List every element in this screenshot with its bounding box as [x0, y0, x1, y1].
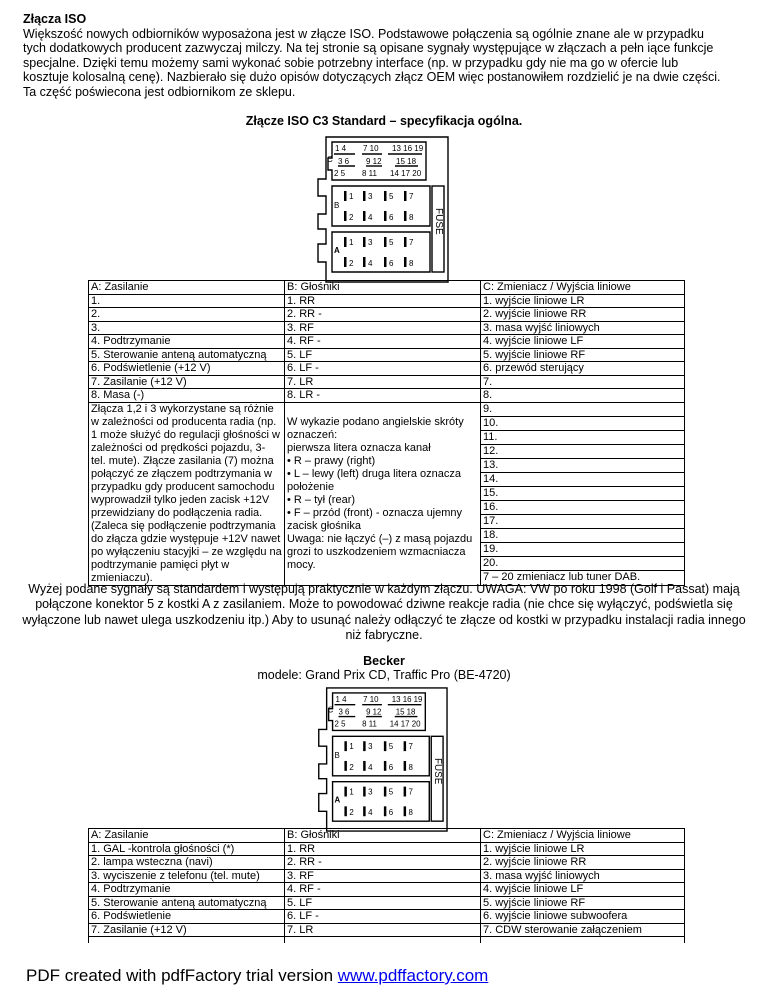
c-header: C: Zmieniacz / Wyjścia liniowe — [481, 829, 685, 843]
pdf-footer — [26, 966, 488, 986]
section2-title: Becker — [363, 654, 405, 668]
intro-line: Ta część poświecona jest odbiornikom ze sklepu. — [23, 84, 296, 99]
svg-text:6: 6 — [389, 213, 394, 222]
c-row: 2. wyjście liniowe RR — [481, 308, 685, 322]
footer-text: PDF created with pdfFactory trial version — [26, 966, 338, 985]
b-row: 7. LR — [285, 923, 481, 937]
svg-text:6: 6 — [389, 259, 394, 268]
svg-text:2: 2 — [349, 213, 354, 222]
a-header: A: Zasilanie — [89, 281, 285, 295]
c-row: 5. wyjście liniowe RF — [481, 348, 685, 362]
a-row: 7. Zasilanie (+12 V) — [89, 375, 285, 389]
svg-text:2: 2 — [349, 808, 354, 818]
c-row: 20. — [481, 557, 685, 571]
b-row: 3. RF — [285, 869, 481, 883]
c-row: 13. — [481, 458, 685, 472]
vw-warning: Wyżej podane sygnały są standardem i występują praktycznie w każdym złączu. UWAGA: VW po roku 1998 (Golf i Passat) mają połączone konektor 5 z kostki A z zasilaniem. Może to powodować dziwne reakcje radia (nie chce się wyłączyć, podświetla się wyłączone lub nawet ulega uszkodzeniu itp.) Aby to usunąć należy odłączyć te złącze od kostki w przypadku instalacji radia innego niż fabryczne. — [22, 582, 746, 643]
b-note: W wykazie podano angielskie skróty oznaczeń: pierwsza litera oznacza kanał • R – prawy (right) • L – lewy (left) druga litera oznacza położenie • R – tył (rear) • F – przód (front) - oznacza ujemny zacisk głośnika Uwaga: nie łączyć (–) z masą pojazdu grozi to uszkodzeniem wzmacniacza mocy. — [285, 402, 481, 585]
b-row: 2. RR - — [285, 308, 481, 322]
svg-text:8 11: 8 11 — [362, 719, 377, 729]
svg-text:8: 8 — [408, 808, 413, 818]
becker-connector-diagram — [300, 685, 450, 833]
a-row: 6. Podświetlenie (+12 V) — [89, 362, 285, 376]
c-row: 3. masa wyjść liniowych — [481, 321, 685, 335]
c-row: 2. wyjście liniowe RR — [481, 856, 685, 870]
c-row: 1. wyjście liniowe LR — [481, 842, 685, 856]
svg-text:8: 8 — [409, 259, 414, 268]
iso-connector-diagram — [300, 134, 450, 284]
b-row: 6. LF - — [285, 362, 481, 376]
svg-text:3: 3 — [368, 742, 373, 752]
svg-text:6: 6 — [388, 762, 394, 772]
c-row: 17. — [481, 515, 685, 529]
svg-text:A: A — [334, 795, 341, 805]
c-row: 15. — [481, 486, 685, 500]
c-row: 4. wyjście liniowe LF — [481, 883, 685, 897]
svg-text:4: 4 — [368, 808, 373, 818]
svg-text:6: 6 — [388, 808, 394, 818]
svg-text:4: 4 — [368, 762, 373, 772]
intro-line: specjalne. Dzięki temu możemy sami wykonać sobie potrzebny interface (np. w przypadku gdy nie ma go w ofercie lub — [23, 55, 679, 70]
b-row: 1. RR — [285, 842, 481, 856]
a-row: 8. Masa (-) — [89, 389, 285, 403]
a-header: A: Zasilanie — [89, 829, 285, 843]
intro-line: kosztuje kolosalną cenę). Nazbierało się dużo opisów dotyczących złącz OEM więc postanowiłem rozdzielić je na dwie części. — [23, 70, 721, 85]
c-pins-top: 7 10 — [363, 144, 379, 153]
c-pins-bot: 14 17 20 — [390, 169, 422, 178]
c-header: C: Zmieniacz / Wyjścia liniowe — [481, 281, 685, 295]
a-note: Złącza 1,2 i 3 wykorzystane są różnie w zależności od producenta radia (np. 1 może służyć do regulacji głośności w zależności od prędkości pojazdu, 3- tel. mute). Złącze zasilania (7) można połączyć ze złączem podtrzymania w przypadku gdy producent samochodu wyprowadził tylko jeden zacisk +12V przewidziany do podłączenia radia. (Zaleca się podłączenie podtrzymania do złącza gdzie występuje +12V nawet po wyłączeniu stacyjki – ze względu na podtrzymanie pamięci płyt w zmieniaczu). — [89, 402, 285, 585]
b-row: 8. LR - — [285, 389, 481, 403]
c-row: 4. wyjście liniowe LF — [481, 335, 685, 349]
c-pins-top: 13 16 19 — [392, 144, 424, 153]
b-row: 2. RR - — [285, 856, 481, 870]
c-row: 8. — [481, 389, 685, 403]
svg-text:8: 8 — [408, 762, 413, 772]
a-row: 5. Sterowanie anteną automatyczną — [89, 896, 285, 910]
c-pins-top: 1 4 — [335, 144, 347, 153]
a-row: 1. — [89, 294, 285, 308]
section1-title: Złącze ISO C3 Standard – specyfikacja ogólna. — [245, 114, 523, 128]
a-row: 5. Sterowanie anteną automatyczną — [89, 348, 285, 362]
a-row: 7. Zasilanie (+12 V) — [89, 923, 285, 937]
svg-text:5: 5 — [388, 742, 394, 752]
fuse-label: FUSE — [433, 208, 444, 235]
svg-text:7: 7 — [408, 742, 413, 752]
c-pins-bot: 8 11 — [362, 169, 377, 178]
page-heading: Złącza ISO — [23, 12, 87, 26]
a-row: 6. Podświetlenie — [89, 910, 285, 924]
svg-text:5: 5 — [389, 238, 394, 247]
c-row: 7. — [481, 375, 685, 389]
c-row: 7. CDW sterowanie załączeniem — [481, 923, 685, 937]
becker-pin-table — [88, 828, 685, 943]
b-header: B: Głośniki — [285, 281, 481, 295]
c-row: 19. — [481, 543, 685, 557]
intro-line: tych dodatkowych producent zazwyczaj milczy. Na tej stronie są opisane sygnały występujące w złączach a pełn iące funkcje — [23, 41, 714, 56]
a-row: 4. Podtrzymanie — [89, 883, 285, 897]
svg-text:B: B — [334, 751, 340, 761]
svg-text:1: 1 — [349, 787, 354, 797]
c-pins-bot: 2 5 — [334, 169, 346, 178]
svg-text:3 6: 3 6 — [338, 707, 350, 717]
a-row: 3. — [89, 321, 285, 335]
c-row: 14. — [481, 472, 685, 486]
svg-text:C: C — [327, 705, 334, 715]
c-row: 18. — [481, 529, 685, 543]
b-row: 5. LF — [285, 896, 481, 910]
iso-pin-table — [88, 280, 685, 586]
svg-text:1: 1 — [349, 192, 354, 201]
a-row: 4. Podtrzymanie — [89, 335, 285, 349]
svg-text:5: 5 — [388, 787, 394, 797]
a-row: 3. wyciszenie z telefonu (tel. mute) — [89, 869, 285, 883]
b-row: 1. RR — [285, 294, 481, 308]
svg-text:3: 3 — [368, 238, 373, 247]
c-pins-mid: 3 6 — [338, 157, 350, 166]
svg-text:3: 3 — [368, 787, 373, 797]
b-label: B — [334, 201, 340, 210]
c-row: 12. — [481, 444, 685, 458]
svg-text:15 18: 15 18 — [395, 707, 416, 717]
c-row: 9. — [481, 402, 685, 416]
svg-text:1: 1 — [349, 742, 354, 752]
svg-text:14 17 20: 14 17 20 — [389, 719, 421, 729]
svg-text:1: 1 — [349, 238, 354, 247]
svg-text:FUSE: FUSE — [432, 758, 444, 785]
b-row: 7. LR — [285, 375, 481, 389]
section2-subtitle: modele: Grand Prix CD, Traffic Pro (BE-4720) — [257, 668, 511, 682]
c-row: 3. masa wyjść liniowych — [481, 869, 685, 883]
c-row: 6. przewód sterujący — [481, 362, 685, 376]
c-row: 5. wyjście liniowe RF — [481, 896, 685, 910]
b-header: B: Głośniki — [285, 829, 481, 843]
svg-text:4: 4 — [368, 259, 373, 268]
c-row: 1. wyjście liniowe LR — [481, 294, 685, 308]
footer-link[interactable]: www.pdffactory.com — [337, 966, 489, 985]
svg-text:7: 7 — [408, 787, 413, 797]
c-row: 6. wyjście liniowe subwoofera — [481, 910, 685, 924]
c-row: 16. — [481, 500, 685, 514]
c-row: 11. — [481, 430, 685, 444]
b-row: 4. RF - — [285, 335, 481, 349]
svg-text:9 12: 9 12 — [366, 707, 382, 717]
svg-text:2 5: 2 5 — [334, 719, 346, 729]
svg-text:5: 5 — [389, 192, 394, 201]
c-row: 10. — [481, 416, 685, 430]
b-row: 3. RF — [285, 321, 481, 335]
svg-text:2: 2 — [349, 762, 354, 772]
svg-text:8: 8 — [409, 213, 414, 222]
b-row: 4. RF - — [285, 883, 481, 897]
intro-block — [23, 12, 748, 100]
b-row: 5. LF — [285, 348, 481, 362]
svg-text:7: 7 — [409, 238, 414, 247]
svg-text:7 10: 7 10 — [363, 694, 379, 704]
intro-line: Większość nowych odbiorników wyposażona jest w złącze ISO. Podstawowe połączenia są ogólnie znane ale w przypadku — [23, 26, 704, 41]
a-row: 2. — [89, 308, 285, 322]
c-pins-mid: 15 18 — [396, 157, 417, 166]
c-label: C — [327, 155, 333, 164]
svg-text:13 16 19: 13 16 19 — [391, 694, 423, 704]
c-row: 7 – 20 zmieniacz lub tuner DAB. — [481, 571, 685, 585]
c-pins-mid: 9 12 — [366, 157, 382, 166]
svg-text:7: 7 — [409, 192, 414, 201]
a-label: A — [334, 246, 340, 255]
svg-text:2: 2 — [349, 259, 354, 268]
svg-text:1 4: 1 4 — [335, 694, 347, 704]
svg-text:4: 4 — [368, 213, 373, 222]
svg-text:3: 3 — [368, 192, 373, 201]
a-row: 1. GAL -kontrola głośności (*) — [89, 842, 285, 856]
a-row: 2. lampa wsteczna (navi) — [89, 856, 285, 870]
b-row: 6. LF - — [285, 910, 481, 924]
